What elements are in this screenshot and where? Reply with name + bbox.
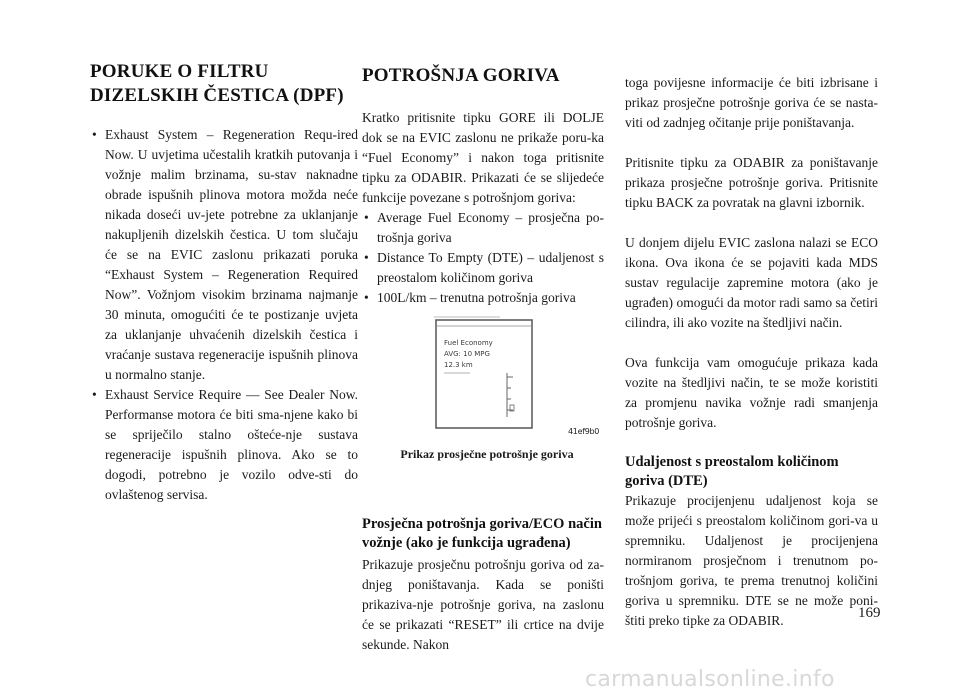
dpf-message-regeneration-required: • Exhaust System – Regeneration Requ-ired Now. U uvjetima učestalih kratkih putovanja i vožnje malim brzinama, su-stav naknadne obrade ispušnih plinova motora možda neće nikada doseći uv-jete potrebne za uklanjanje nakupljenih dizelskih čestica. U tom slučaju će se na EVIC zaslonu prikazati poruka “Exhaust System – Regeneration Required Now”. Vožnjom visokim brzinama najmanje 30 minuta, omogućiti će te postizanje uvjeta za uklanjanje uhvaćenih dizelskih čestica i vraćanje sustava regeneracije ispušnih plinova u normalno stanje. [90,125,358,385]
eco-icon-text: U donjem dijelu EVIC zaslona nalazi se ECO ikona. Ova ikona će se pojaviti kada MDS sustav regulacije zapremine motora (ako je ugrađen) omogući da motor radi samo sa četiri cilindra, ili ako vozite na štedljivi način. [625,235,878,330]
dte-text: Prikazuje procijenjenu udaljenost koja se može prijeći s preostalom količinom gori-va u spremniku. Udaljenost je procijenjena normiranom prosječnom i trenutnom po-trošnjom goriva, te prema trenutnoj količini goriva u spremniku. DTE se ne može poni-štiti preko tipke za ODABIR. [625,493,878,628]
reset-instructions-text: Pritisnite tipku za ODABIR za poništavanje prikaza prosječne potrošnje goriva. Pritisnite tipku BACK za povratak na glavni izbornik. [625,155,878,210]
eco-function-text: Ova funkcija vam omogućuje prikaza kada vozite na štedljivi način, te se može koristiti za promjenu navika vožnje radi smanjenja potrošnje goriva. [625,355,878,430]
fuel-function-list [362,208,604,308]
dpf-section [90,0,358,505]
fuel-function-dte: • Distance To Empty (DTE) – udaljenost s preostalom količinom goriva [362,248,604,288]
fuel-function-average: • Average Fuel Economy – prosječna po-trošnja goriva [362,208,604,248]
reset-continuation-text: toga povijesne informacije će biti izbrisane i prikaz prosječne potrošnje goriva će se nasta-viti od zadnjeg očitanje prije poništavanja. [625,75,878,130]
page-number: 169 [858,605,881,621]
evic-display-figure [430,313,600,441]
dpf-heading [90,60,358,108]
dpf-message-list [90,125,358,505]
screen-line-2: AVG: 10 MPG [444,350,490,358]
avg-fuel-subheading: Prosječna potrošnja goriva/ECO način vožnje (ako je funkcija ugrađena) [362,516,602,551]
dpf-heading-line1: PORUKE O FILTRU [90,61,269,82]
right-column [625,0,878,631]
fuel-heading: POTROŠNJA GORIVA [362,65,560,86]
screen-line-3: 12.3 km [444,361,473,369]
dpf-message-service-required: • Exhaust Service Require — See Dealer Now. Performanse motora će biti sma-njene kako bi se spriječilo stalno ošteće-nje sustava regeneracije ispušnih plinova. Ako se to dogodi, potrebno je vozilo odve-sti do ovlaštenog servisa. [90,385,358,505]
dte-heading: Udaljenost s preostalom količinom goriva (DTE) [625,454,839,489]
figure-code: 41ef9b0 [568,427,600,436]
screen-line-1: Fuel Economy [444,339,493,347]
fuel-function-instant: • 100L/km – trenutna potrošnja goriva [362,288,604,308]
avg-fuel-text: Prikazuje prosječnu potrošnju goriva od za-dnjeg poništavanja. Kada se poništi prikaziva-nje potrošnje goriva, na zaslonu će se prikazati “RESET” ili crtice na dvije sekunde. Nakon [362,557,604,652]
evic-screen-image [430,313,600,441]
figure-caption: Prikaz prosječne potrošnje goriva [400,447,574,461]
watermark: carmanualsonline.info [585,667,835,692]
dpf-heading-line2: DIZELSKIH ČESTICA (DPF) [90,85,344,106]
fuel-intro-text: Kratko pritisnite tipku GORE ili DOLJE dok se na EVIC zaslonu ne prikaže poru-ka “Fuel Economy” i nakon toga pritisnite tipku za ODABIR. Prikazati će se slijedeće funkcije povezane s potrošnjom goriva: [362,110,604,205]
